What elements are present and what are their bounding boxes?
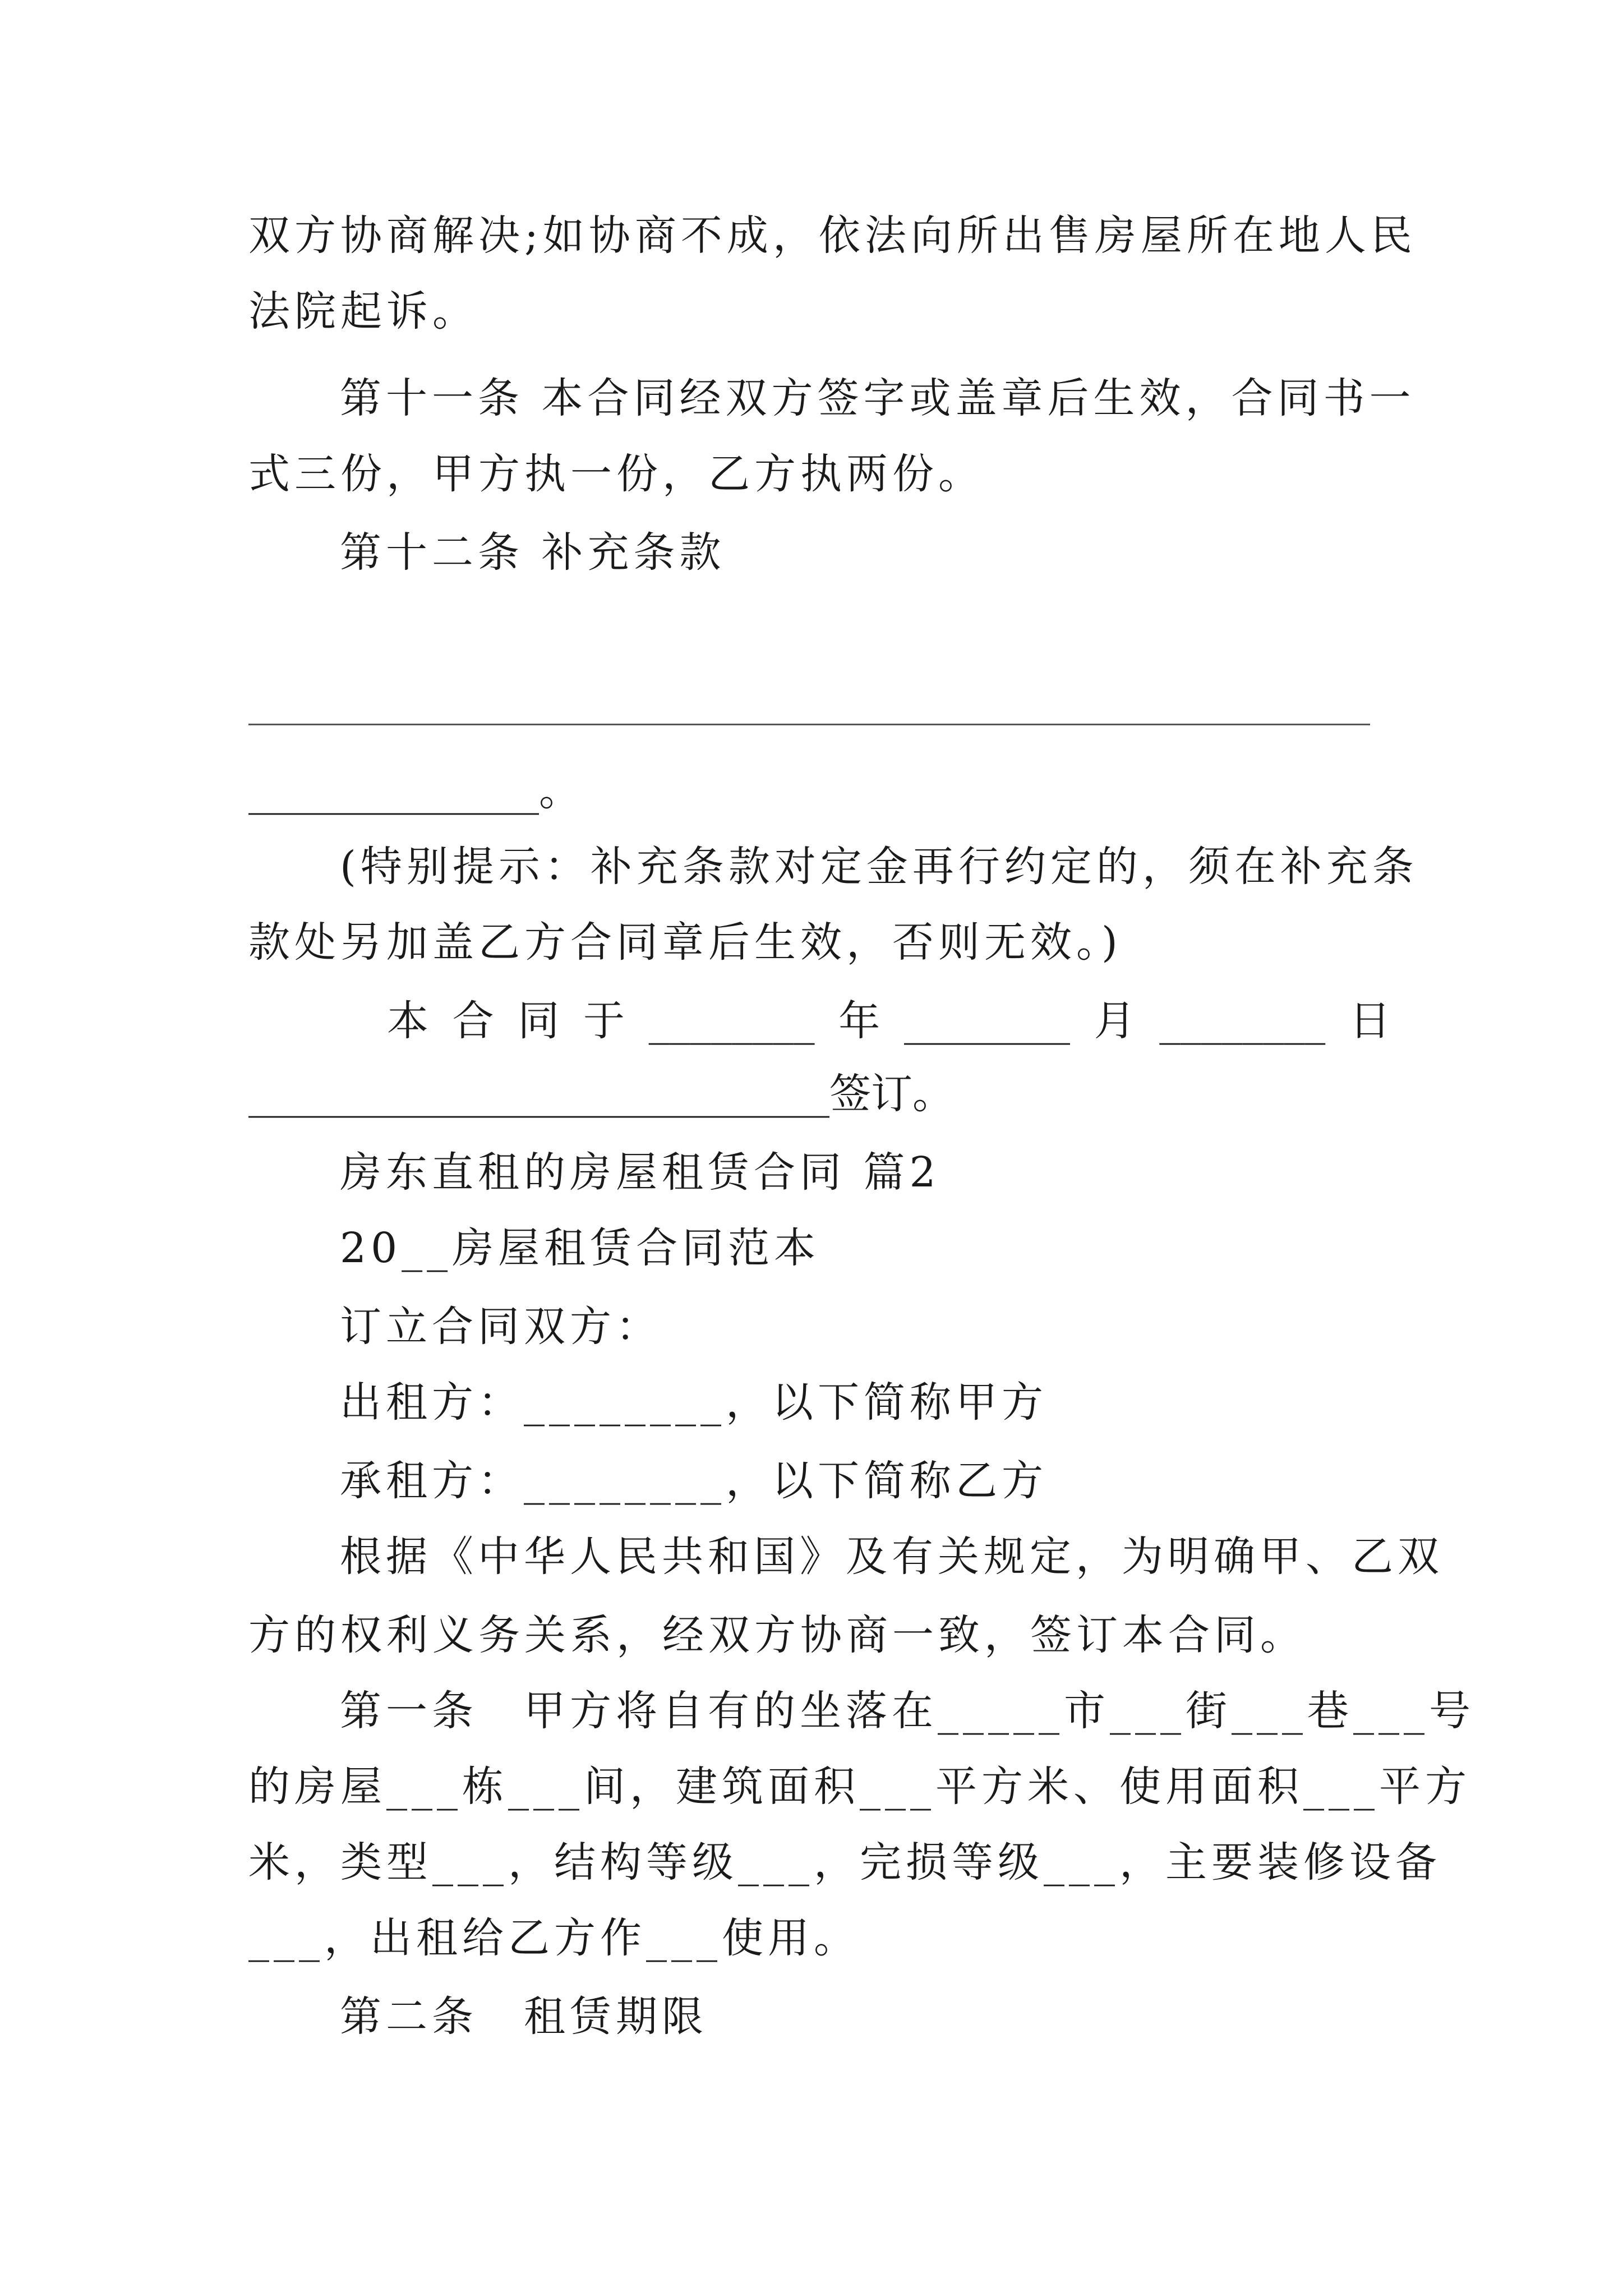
contract-title: 20__房屋租赁合同范本	[340, 1224, 820, 1272]
parties-label: 订立合同双方：	[340, 1303, 662, 1351]
preamble: 根据《中华人民共和国》及有关规定，为明确甲、乙双	[340, 1533, 1444, 1581]
section-heading: 房东直租的房屋租赁合同 篇2	[340, 1148, 940, 1197]
blank-fill-text: ______________。	[248, 767, 580, 815]
date-part: 年	[838, 997, 880, 1045]
lessor-line: 出租方：________，以下简称甲方	[340, 1378, 1048, 1427]
day-blank: ________	[1159, 997, 1326, 1045]
year-blank: ________	[648, 997, 815, 1045]
article-2-heading: 第二条 租赁期限	[340, 1993, 708, 2041]
text-line: 款处另加盖乙方合同章后生效，否则无效。)	[248, 918, 1122, 967]
date-part: 合	[452, 997, 494, 1045]
date-part: 月	[1094, 997, 1136, 1045]
lessee-line: 承租方：________，以下简称乙方	[340, 1457, 1048, 1505]
text-line: 法院起诉。	[248, 287, 478, 335]
text-line: 的房屋___栋___间，建筑面积___平方米、使用面积___平方	[248, 1763, 1471, 1811]
month-blank: ________	[903, 997, 1070, 1045]
signing-date-line	[387, 993, 1391, 1049]
date-part: 于	[583, 997, 625, 1045]
text-line: 双方协商解决;如协商不成，依法向所出售房屋所在地人民	[248, 211, 1417, 260]
date-part: 本	[387, 997, 428, 1045]
blank-line-text	[248, 763, 1393, 819]
article-1: 第一条 甲方将自有的坐落在_____市___街___巷___号	[340, 1687, 1475, 1735]
text-line: 方的权利义务关系，经双方协商一致，签订本合同。	[248, 1611, 1306, 1659]
text-line: 式三份，甲方执一份，乙方执两份。	[248, 450, 984, 498]
text-line: ___，出租给乙方作___使用。	[248, 1914, 860, 1962]
date-part: 日	[1349, 997, 1391, 1045]
blank-line	[248, 724, 1370, 725]
article-12-heading: 第十二条 补充条款	[340, 528, 726, 577]
article-11: 第十一条 本合同经双方签字或盖章后生效，合同书一	[340, 374, 1415, 422]
text-line: 米，类型___，结构等级___，完损等级___，主要装修设备	[248, 1838, 1441, 1887]
special-note: (特别提示：补充条款对定金再行约定的，须在补充条	[340, 843, 1418, 891]
signing-place-line: ____________________________签订。	[248, 1070, 954, 1118]
date-part: 同	[518, 997, 560, 1045]
